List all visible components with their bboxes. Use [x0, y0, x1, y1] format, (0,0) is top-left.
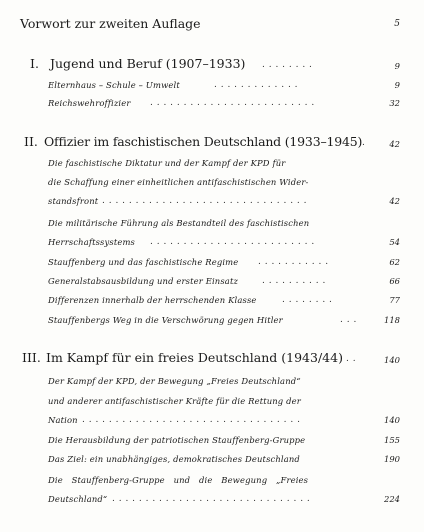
- dot-leader: . . . . . . . .: [262, 60, 313, 70]
- entry-page: 224: [384, 494, 400, 504]
- toc-entry: [0, 80, 424, 94]
- toc-entry: [0, 315, 424, 329]
- entry-label: Elternhaus – Schule – Umwelt: [48, 80, 180, 90]
- entry-label-line: Die militärische Führung als Bestandteil des faschistischen: [48, 218, 310, 228]
- dot-leader: .: [362, 138, 366, 148]
- entry-page: 32: [389, 98, 400, 108]
- entry-page: 155: [384, 435, 400, 445]
- entry-page: 190: [384, 454, 400, 464]
- toc-entry: [0, 295, 424, 309]
- entry-label-line: standsfront: [48, 196, 99, 206]
- entry-page: 62: [389, 257, 400, 267]
- chapter-2-page: 42: [389, 139, 400, 149]
- chapter-1-heading: [0, 56, 424, 74]
- entry-page: 140: [384, 415, 400, 425]
- chapter-3-number: III.: [22, 350, 41, 365]
- chapter-3-heading: [0, 350, 424, 368]
- dot-leader: . . . . . . . . . . . . . . . . . . . . . . . . . . . . . . . . .: [82, 415, 301, 425]
- entry-page: 54: [389, 237, 400, 247]
- entry-page: 118: [384, 315, 400, 325]
- entry-label-line: Herrschaftssystems: [48, 237, 135, 247]
- entry-page: 9: [394, 80, 400, 90]
- chapter-1-page: 9: [394, 61, 400, 71]
- dot-leader: . . . . . . . . . . .: [258, 257, 329, 267]
- toc-entry: [0, 276, 424, 290]
- toc-entry: [0, 98, 424, 112]
- chapter-1-title: Jugend und Beruf (1907–1933): [50, 56, 246, 71]
- entry-label: Reichswehroffizier: [48, 98, 131, 108]
- entry-label: Stauffenberg und das faschistische Regime: [48, 257, 239, 267]
- dot-leader: . . . . . . . . . . . . . . . . . . . . . . . . . . . . . . .: [102, 196, 308, 206]
- chapter-2-heading: [0, 134, 424, 152]
- entry-label: Stauffenbergs Weg in die Verschwörung gegen Hitler: [48, 315, 283, 325]
- entry-page: 77: [389, 295, 400, 305]
- entry-label-line: die Schaffung einer einheitlichen antifaschistischen Wider-: [48, 177, 309, 187]
- chapter-1-number: I.: [30, 56, 39, 71]
- dot-leader: . . . . . . . . . . . . . . . . . . . . . . . . . . . . . .: [112, 494, 311, 504]
- entry-label-line: und anderer antifaschistischer Kräfte für die Rettung der: [48, 396, 301, 406]
- entry-page: 42: [389, 196, 400, 206]
- toc-entry: [0, 454, 424, 468]
- chapter-2-title: Offizier im faschistischen Deutschland (1933–1945): [44, 134, 363, 149]
- entry-page: 66: [389, 276, 400, 286]
- entry-label: Das Ziel: ein unabhängiges, demokratisches Deutschland: [48, 454, 300, 464]
- entry-label-line: Der Kampf der KPD, der Bewegung „Freies Deutschland“: [48, 376, 301, 386]
- dot-leader: . . .: [340, 315, 357, 325]
- chapter-3-page: 140: [384, 355, 400, 365]
- dot-leader: . . . . . . . . . . . . . . . . . . . . . . . . .: [150, 237, 315, 247]
- dot-leader: . . . . . . . .: [282, 295, 333, 305]
- entry-label-line: Nation: [48, 415, 78, 425]
- toc-entry: [0, 435, 424, 449]
- dot-leader: . . . . . . . . . . . . . . . . . . . . . . . . .: [150, 98, 315, 108]
- foreword-page: 5: [394, 19, 400, 29]
- entry-label-line: Die Stauffenberg-Gruppe und die Bewegung „Freies: [48, 475, 309, 485]
- chapter-2-number: II.: [24, 134, 38, 149]
- entry-label: Generalstabsausbildung und erster Einsatz: [48, 276, 239, 286]
- entry-label-line: Deutschland“: [48, 494, 108, 504]
- toc-entry: [0, 257, 424, 271]
- entry-label: Differenzen innerhalb der herrschenden Klasse: [48, 295, 257, 305]
- dot-leader: . . . . . . . . . . . . .: [214, 80, 299, 90]
- entry-label: Die Herausbildung der patriotischen Stauffenberg-Gruppe: [48, 435, 306, 445]
- dot-leader: . . . . . . . . . .: [262, 276, 326, 286]
- dot-leader: . .: [346, 354, 357, 364]
- entry-label-line: Die faschistische Diktatur und der Kampf der KPD für: [48, 158, 286, 168]
- chapter-3-title: Im Kampf für ein freies Deutschland (1943/44): [46, 350, 343, 365]
- toc-foreword: [0, 16, 424, 34]
- foreword-label: Vorwort zur zweiten Auflage: [20, 16, 201, 31]
